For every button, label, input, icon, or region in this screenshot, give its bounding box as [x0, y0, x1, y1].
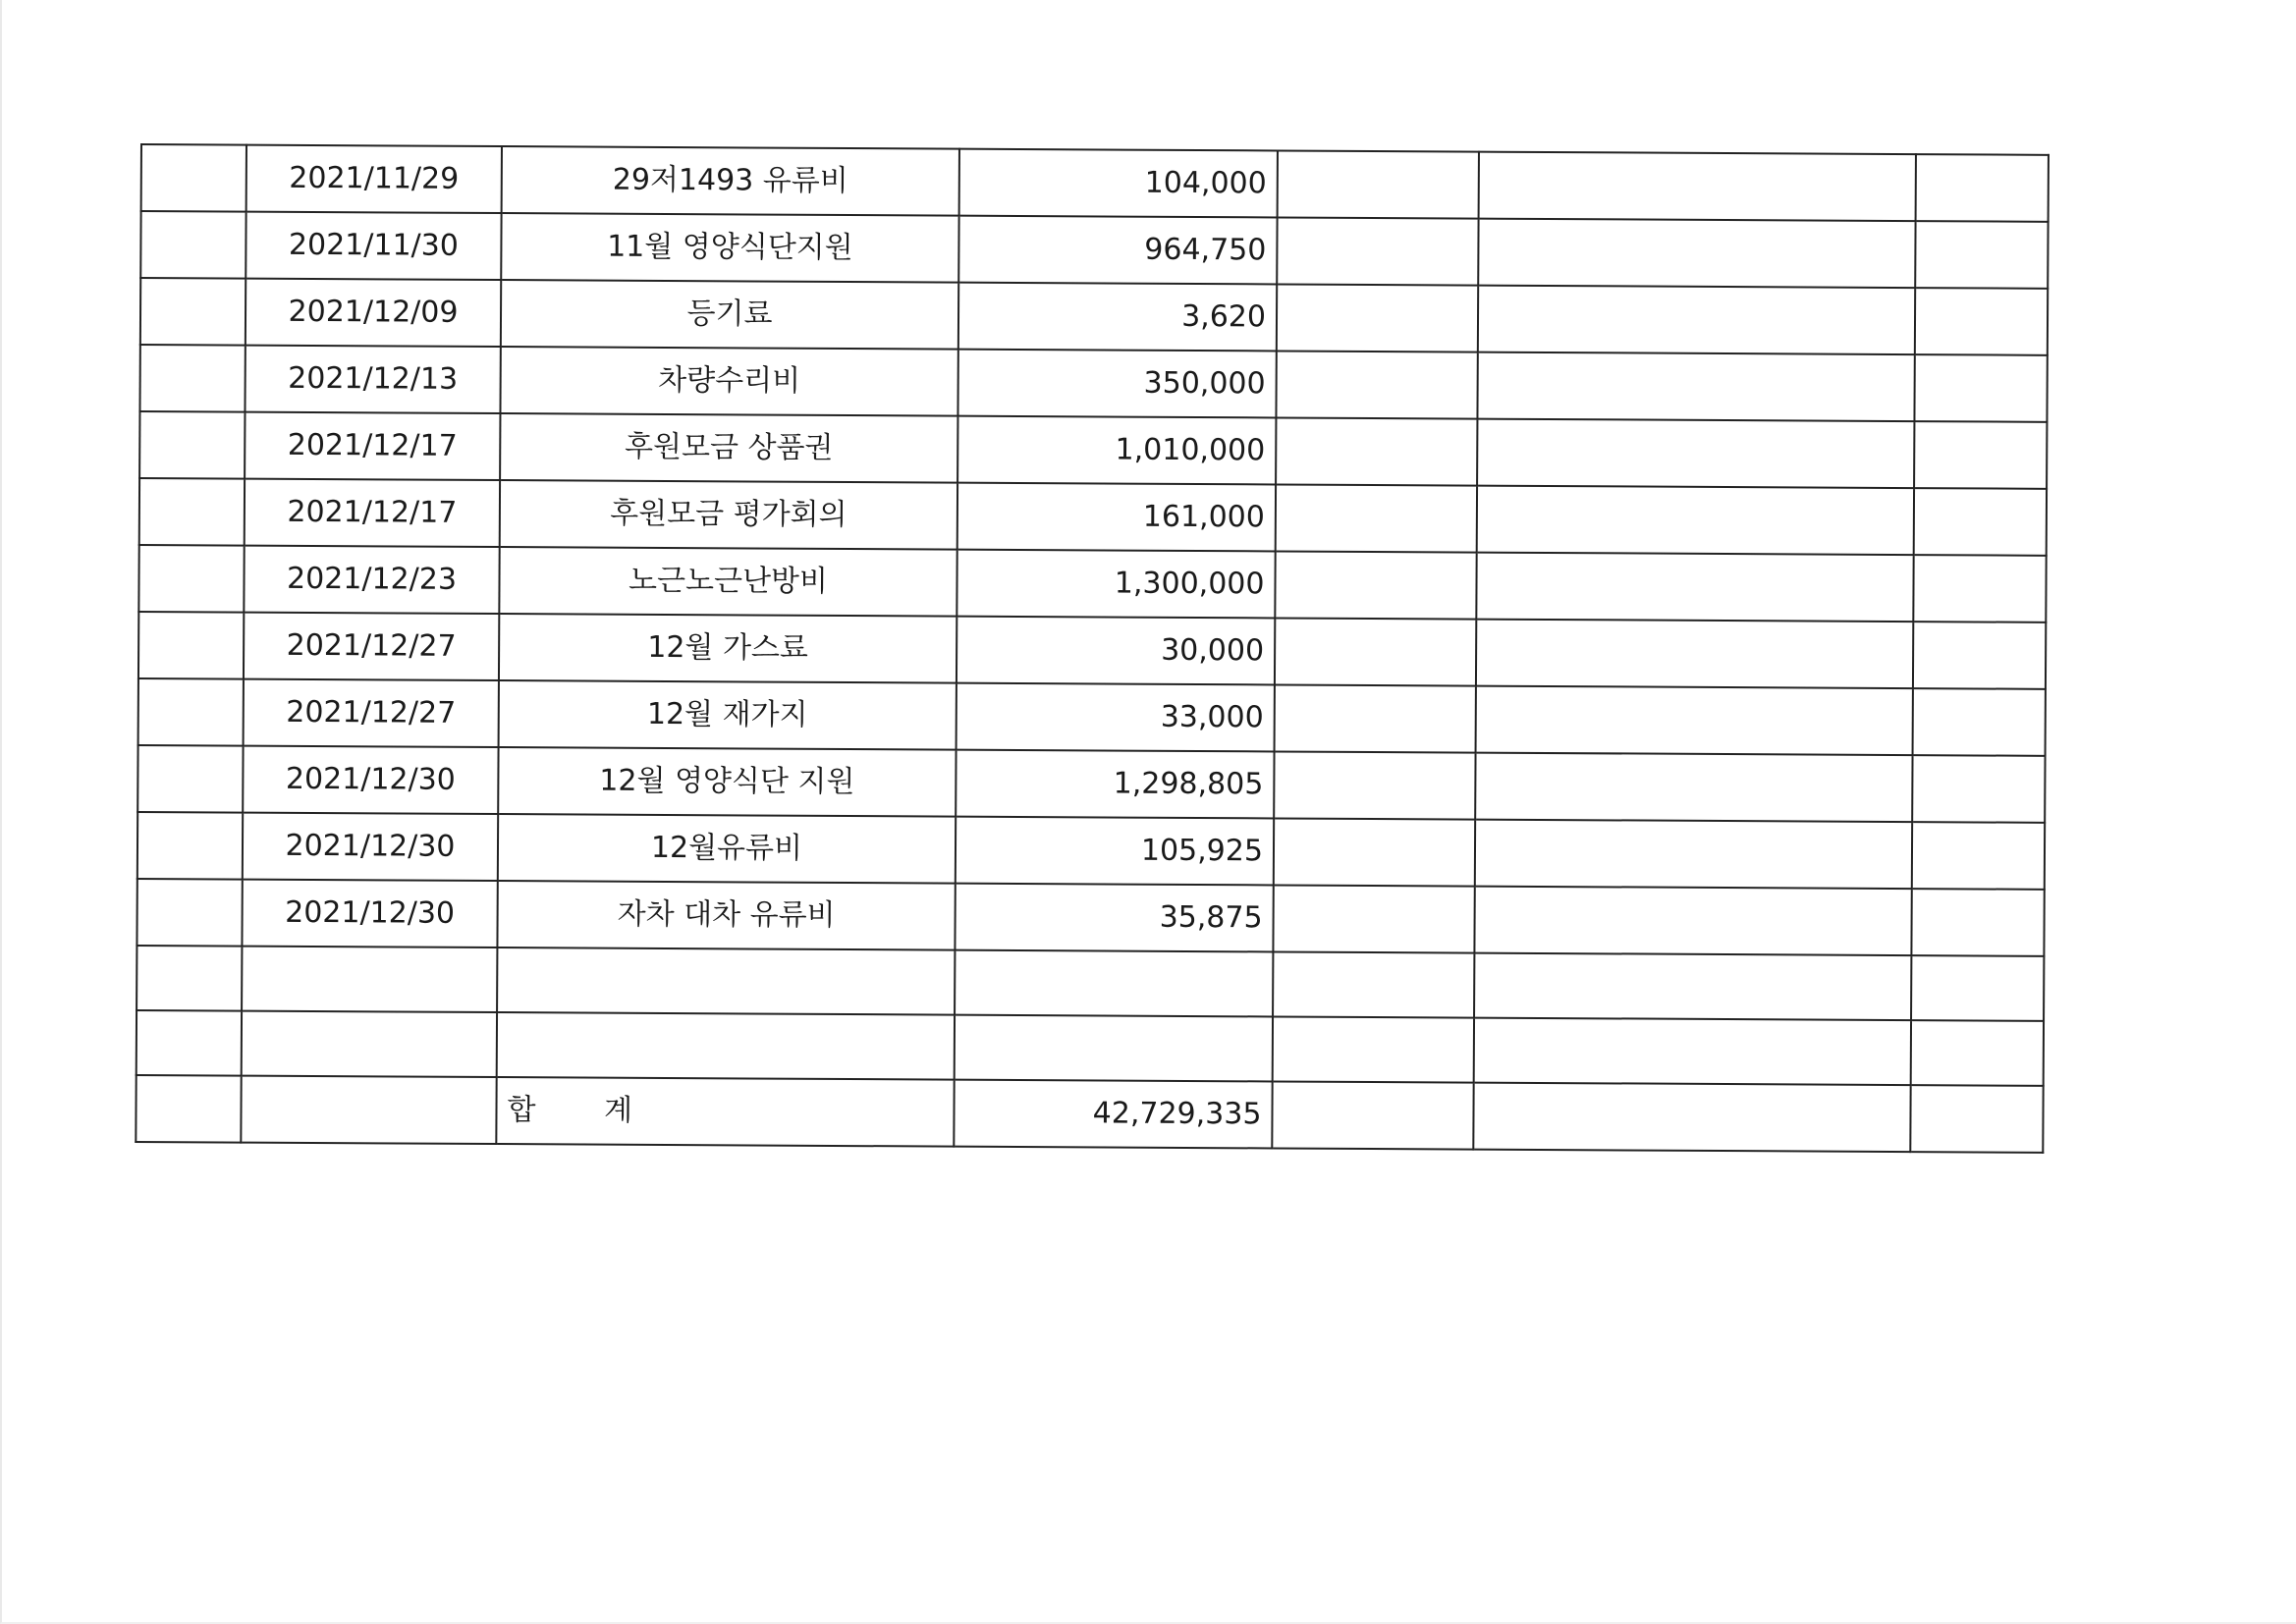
empty-cell	[497, 947, 955, 1015]
table-row	[140, 211, 2048, 289]
blank-cell	[1274, 818, 1475, 886]
description-cell: 자차 대차 유류비	[497, 881, 955, 950]
date-cell: 2021/12/27	[244, 613, 499, 680]
description-cell: 12월 가스료	[499, 614, 957, 683]
remarks-cell	[1478, 219, 1915, 288]
remarks-cell	[1479, 152, 1916, 221]
amount-cell: 1,300,000	[957, 550, 1275, 619]
description-cell: 후원모금 평가회의	[500, 480, 957, 550]
description-cell: 차량수리비	[500, 347, 957, 416]
amount-cell: 35,875	[955, 884, 1273, 952]
amount-cell: 1,010,000	[957, 416, 1276, 485]
date-cell: 2021/12/17	[245, 479, 500, 547]
date-cell: 2021/12/13	[245, 346, 500, 413]
empty-cell	[242, 947, 497, 1012]
empty-cell	[1273, 951, 1474, 1017]
description-cell: 12월유류비	[498, 814, 956, 884]
row-number-cell	[139, 478, 245, 546]
row-number-cell	[140, 278, 246, 346]
description-cell: 후원모금 상품권	[500, 413, 957, 483]
row-number-cell	[137, 812, 243, 880]
blank-cell	[1275, 618, 1476, 685]
empty-cell	[1473, 1083, 1910, 1152]
empty-cell	[1911, 955, 2044, 1021]
remarks-cell	[1476, 686, 1913, 755]
remarks-cell	[1474, 887, 1911, 955]
row-number-cell	[138, 612, 244, 679]
remarks-cell	[1477, 486, 1914, 555]
total-label: 합 계	[507, 1093, 633, 1128]
empty-cell	[1474, 953, 1911, 1020]
blank-cell	[1278, 150, 1479, 218]
expense-ledger-page	[135, 143, 2048, 1154]
remarks-cell	[1476, 620, 1913, 688]
blank-cell	[1277, 284, 1478, 352]
total-row	[136, 1075, 2043, 1153]
check-cell	[1913, 688, 2046, 756]
date-cell: 2021/12/09	[246, 279, 501, 347]
empty-row	[137, 946, 2044, 1021]
table-row	[139, 345, 2047, 422]
table-row	[140, 278, 2048, 355]
row-number-cell	[138, 678, 244, 746]
blank-cell	[1276, 351, 1477, 418]
row-number-cell	[140, 211, 246, 279]
empty-row	[137, 1010, 2044, 1086]
total-amount-cell: 42,729,335	[954, 1080, 1272, 1149]
empty-cell	[1474, 1018, 1911, 1085]
date-cell: 2021/12/23	[244, 546, 499, 614]
amount-cell: 105,925	[956, 817, 1274, 886]
check-cell	[1911, 889, 2044, 956]
amount-cell: 161,000	[957, 483, 1276, 552]
check-cell	[1912, 822, 2045, 890]
table-row	[137, 812, 2045, 890]
expense-ledger-table	[135, 143, 2050, 1154]
amount-cell: 964,750	[958, 216, 1277, 285]
empty-cell	[136, 1075, 241, 1143]
date-cell: 2021/12/17	[245, 412, 500, 480]
date-cell: 2021/12/30	[243, 746, 498, 814]
empty-cell	[241, 1076, 496, 1144]
amount-cell: 350,000	[957, 350, 1276, 418]
empty-cell	[955, 1015, 1273, 1082]
amount-cell: 33,000	[957, 683, 1275, 752]
row-number-cell	[138, 545, 244, 613]
empty-cell	[137, 946, 242, 1011]
empty-cell	[955, 950, 1273, 1017]
description-cell: 12월 재가지	[499, 680, 957, 750]
remarks-cell	[1475, 820, 1912, 889]
date-cell: 2021/11/30	[246, 212, 501, 280]
empty-cell	[242, 1011, 497, 1077]
row-number-cell	[139, 345, 245, 412]
date-cell: 2021/12/27	[244, 679, 499, 747]
remarks-cell	[1476, 553, 1913, 622]
date-cell: 2021/12/30	[242, 880, 497, 947]
empty-cell	[137, 1010, 242, 1076]
row-number-cell	[137, 745, 243, 813]
check-cell	[1915, 221, 2048, 289]
blank-cell	[1273, 885, 1474, 952]
check-cell	[1915, 288, 2048, 355]
blank-cell	[1277, 217, 1478, 285]
check-cell	[1914, 354, 2047, 422]
date-cell: 2021/12/30	[243, 813, 498, 881]
blank-cell	[1274, 751, 1475, 819]
row-number-cell	[139, 411, 245, 479]
description-cell: 등기료	[501, 280, 958, 350]
empty-cell	[1911, 1020, 2044, 1086]
description-cell: 29저1493 유류비	[502, 146, 959, 216]
blank-cell	[1275, 551, 1476, 619]
description-cell: 12월 영양식단 지원	[498, 747, 956, 817]
amount-cell: 3,620	[958, 283, 1277, 352]
ledger-body	[136, 144, 2049, 1153]
remarks-cell	[1475, 753, 1912, 822]
empty-cell	[1272, 1081, 1473, 1149]
remarks-cell	[1477, 352, 1914, 421]
row-number-cell	[141, 144, 246, 212]
description-cell: 노근노근난방비	[499, 547, 957, 617]
empty-cell	[1910, 1085, 2043, 1153]
blank-cell	[1276, 484, 1477, 552]
amount-cell: 104,000	[959, 149, 1278, 218]
table-row	[137, 745, 2045, 823]
check-cell	[1914, 488, 2047, 556]
check-cell	[1912, 755, 2045, 823]
check-cell	[1913, 555, 2046, 623]
check-cell	[1916, 154, 2049, 222]
row-number-cell	[137, 879, 242, 947]
date-cell: 2021/11/29	[246, 145, 502, 213]
remarks-cell	[1477, 419, 1914, 488]
description-cell: 11월 영양식단지원	[501, 213, 958, 283]
table-row	[139, 478, 2047, 556]
table-row	[141, 144, 2049, 222]
empty-cell	[497, 1012, 955, 1080]
blank-cell	[1276, 417, 1477, 485]
remarks-cell	[1478, 286, 1915, 354]
check-cell	[1914, 421, 2047, 489]
table-row	[138, 612, 2046, 689]
empty-cell	[1273, 1016, 1474, 1082]
table-row	[138, 545, 2046, 623]
table-row	[137, 879, 2044, 956]
amount-cell: 1,298,805	[956, 750, 1274, 819]
check-cell	[1913, 622, 2046, 689]
table-row	[138, 678, 2046, 756]
blank-cell	[1275, 684, 1476, 752]
table-row	[139, 411, 2047, 489]
total-label-cell	[496, 1077, 954, 1147]
amount-cell: 30,000	[957, 617, 1275, 685]
